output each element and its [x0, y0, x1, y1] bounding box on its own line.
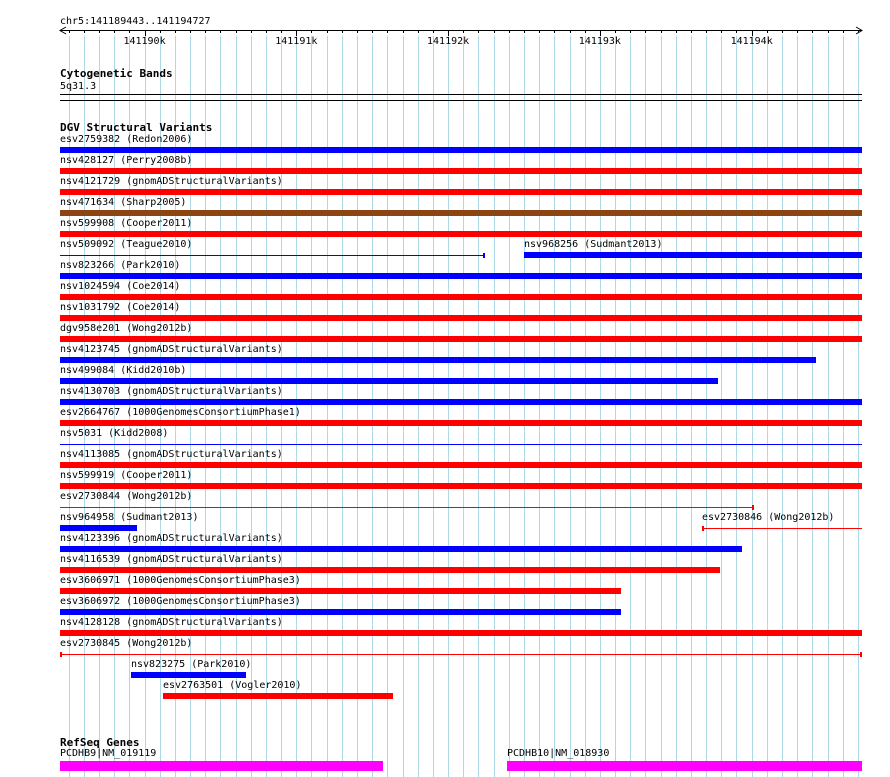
variant-label[interactable]: nsv823266 (Park2010) — [60, 260, 181, 271]
variant-end-cap — [752, 505, 754, 510]
ruler-tick-label: 141190k — [123, 36, 166, 47]
variant-bar[interactable] — [60, 420, 862, 426]
variant-end-cap — [483, 253, 485, 258]
variant-label[interactable]: nsv4130703 (gnomADStructuralVariants) — [60, 386, 283, 397]
variant-label[interactable]: nsv964958 (Sudmant2013) — [60, 512, 199, 523]
variant-bar[interactable] — [60, 189, 862, 195]
variant-bar[interactable] — [702, 528, 862, 529]
variant-bar[interactable] — [60, 399, 862, 405]
variant-bar[interactable] — [163, 693, 393, 699]
variant-bar[interactable] — [60, 462, 862, 468]
variant-bar[interactable] — [60, 546, 742, 552]
variant-bar[interactable] — [60, 210, 862, 216]
variant-label[interactable]: nsv599919 (Cooper2011) — [60, 470, 193, 481]
variant-label[interactable]: nsv823275 (Park2010) — [131, 659, 252, 670]
locus-label: chr5:141189443..141194727 — [60, 16, 211, 27]
cytoband-track-title: Cytogenetic Bands — [60, 67, 173, 80]
variant-bar[interactable] — [60, 567, 720, 573]
variant-label[interactable]: nsv4123396 (gnomADStructuralVariants) — [60, 533, 283, 544]
ruler-tick-label: 141193k — [578, 36, 621, 47]
variant-label[interactable]: esv2664767 (1000GenomesConsortiumPhase1) — [60, 407, 301, 418]
variant-label[interactable]: nsv968256 (Sudmant2013) — [524, 239, 663, 250]
ruler-tick-label: 141192k — [427, 36, 470, 47]
variant-label[interactable]: esv2763501 (Vogler2010) — [163, 680, 302, 691]
track-divider — [60, 100, 862, 101]
variant-bar[interactable] — [60, 273, 862, 279]
variant-end-cap — [702, 526, 704, 531]
variant-bar[interactable] — [60, 378, 718, 384]
variant-label[interactable]: nsv4116539 (gnomADStructuralVariants) — [60, 554, 283, 565]
variant-label[interactable]: nsv509092 (Teague2010) — [60, 239, 193, 250]
variant-label[interactable]: nsv1024594 (Coe2014) — [60, 281, 181, 292]
variant-bar[interactable] — [60, 507, 754, 508]
variant-label[interactable]: nsv5031 (Kidd2008) — [60, 428, 169, 439]
variant-label[interactable]: nsv4123745 (gnomADStructuralVariants) — [60, 344, 283, 355]
gene-bar[interactable] — [60, 761, 383, 771]
cytoband-line — [60, 94, 862, 95]
dgv-track-title: DGV Structural Variants — [60, 121, 213, 134]
variant-label[interactable]: esv2730846 (Wong2012b) — [702, 512, 835, 523]
ruler-tick-label: 141194k — [730, 36, 773, 47]
variant-bar[interactable] — [131, 672, 246, 678]
variant-bar[interactable] — [60, 609, 621, 615]
variant-bar[interactable] — [60, 294, 862, 300]
gene-bar[interactable] — [507, 761, 862, 771]
variant-bar[interactable] — [60, 336, 862, 342]
variant-bar[interactable] — [60, 255, 485, 256]
ruler-tick-label: 141191k — [275, 36, 318, 47]
variant-bar[interactable] — [60, 525, 137, 531]
variant-bar[interactable] — [60, 168, 862, 174]
refseq-track-title: RefSeq Genes — [60, 736, 140, 749]
variant-label[interactable]: nsv4121729 (gnomADStructuralVariants) — [60, 176, 283, 187]
variant-label[interactable]: esv2759382 (Redon2006) — [60, 134, 193, 145]
cytoband-label: 5q31.3 — [60, 81, 97, 92]
variant-label[interactable]: dgv958e201 (Wong2012b) — [60, 323, 193, 334]
variant-label[interactable]: esv3606971 (1000GenomesConsortiumPhase3) — [60, 575, 301, 586]
variant-label[interactable]: nsv599908 (Cooper2011) — [60, 218, 193, 229]
variant-label[interactable]: nsv1031792 (Coe2014) — [60, 302, 181, 313]
variant-bar[interactable] — [60, 357, 816, 363]
variant-label[interactable]: nsv471634 (Sharp2005) — [60, 197, 187, 208]
variant-bar[interactable] — [60, 231, 862, 237]
variant-bar[interactable] — [60, 483, 862, 489]
variant-label[interactable]: esv3606972 (1000GenomesConsortiumPhase3) — [60, 596, 301, 607]
gene-label[interactable]: PCDHB9|NM_019119 — [60, 748, 157, 759]
ruler[interactable] — [0, 0, 890, 48]
gene-label[interactable]: PCDHB10|NM_018930 — [507, 748, 610, 759]
variant-label[interactable]: nsv4128128 (gnomADStructuralVariants) — [60, 617, 283, 628]
variant-bar[interactable] — [60, 654, 862, 655]
variant-bar[interactable] — [60, 444, 862, 445]
variant-bar[interactable] — [60, 630, 862, 636]
variant-label[interactable]: nsv428127 (Perry2008b) — [60, 155, 193, 166]
variant-end-cap — [60, 652, 62, 657]
variant-end-cap — [860, 652, 862, 657]
variant-label[interactable]: nsv4113085 (gnomADStructuralVariants) — [60, 449, 283, 460]
variant-bar[interactable] — [60, 588, 621, 594]
variant-label[interactable]: nsv499084 (Kidd2010b) — [60, 365, 187, 376]
variant-bar[interactable] — [60, 147, 862, 153]
variant-bar[interactable] — [524, 252, 862, 258]
variant-bar[interactable] — [60, 315, 862, 321]
variant-label[interactable]: esv2730845 (Wong2012b) — [60, 638, 193, 649]
variant-label[interactable]: esv2730844 (Wong2012b) — [60, 491, 193, 502]
